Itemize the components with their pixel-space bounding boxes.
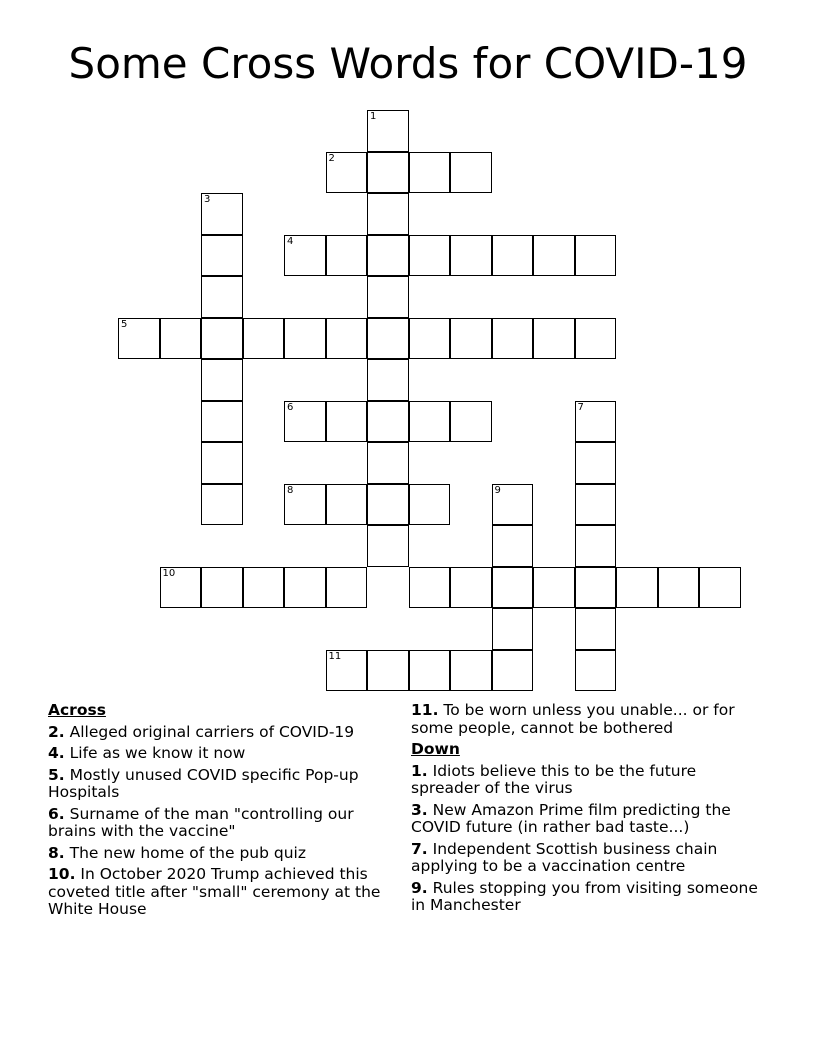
clue-text: Alleged original carriers of COVID-19	[69, 722, 355, 741]
grid-cell[interactable]	[326, 318, 368, 360]
grid-cell[interactable]	[450, 318, 492, 360]
clue-number: 2.	[48, 722, 65, 741]
grid-cell[interactable]	[616, 567, 658, 609]
grid-cell[interactable]	[201, 484, 243, 526]
clue-number: 10.	[48, 865, 76, 883]
clue-number: 3.	[411, 800, 428, 819]
grid-cell[interactable]	[575, 567, 617, 609]
cell-number: 5	[121, 318, 128, 330]
grid-cell[interactable]	[575, 442, 617, 484]
grid-cell[interactable]	[201, 442, 243, 484]
grid-cell[interactable]	[367, 525, 409, 567]
grid-cell[interactable]	[367, 359, 409, 401]
grid-cell[interactable]	[201, 235, 243, 277]
grid-cell[interactable]	[243, 318, 285, 360]
grid-cell[interactable]	[450, 650, 492, 692]
grid-cell[interactable]	[326, 650, 368, 692]
grid-cell[interactable]	[409, 235, 451, 277]
grid-cell[interactable]	[658, 567, 700, 609]
clue-number: 9.	[411, 878, 428, 897]
grid-cell[interactable]	[160, 567, 202, 609]
grid-cell[interactable]	[367, 318, 409, 360]
clues-column-left	[48, 702, 398, 923]
grid-cell[interactable]	[367, 152, 409, 194]
clue-across-8	[48, 845, 398, 863]
clue-text: Rules stopping you from visiting someone in Manchester	[411, 878, 758, 914]
clue-down-1	[411, 763, 761, 798]
clue-down-9	[411, 880, 761, 915]
grid-cell[interactable]	[409, 401, 451, 443]
grid-cell[interactable]	[201, 318, 243, 360]
cell-number: 11	[328, 650, 342, 662]
across-heading: Across	[48, 701, 106, 719]
clue-number: 5.	[48, 765, 65, 784]
grid-cell[interactable]	[367, 484, 409, 526]
clue-number: 8.	[48, 843, 65, 862]
grid-cell[interactable]	[492, 484, 534, 526]
cell-number: 2	[328, 152, 335, 164]
grid-cell[interactable]	[367, 235, 409, 277]
grid-cell[interactable]	[575, 484, 617, 526]
grid-cell[interactable]	[367, 401, 409, 443]
clue-number: 6.	[48, 804, 65, 823]
grid-cell[interactable]	[492, 567, 534, 609]
clue-number: 1.	[411, 761, 428, 780]
grid-cell[interactable]	[160, 318, 202, 360]
grid-cell[interactable]	[367, 110, 409, 152]
clue-text: Idiots believe this to be the future spreader of the virus	[411, 761, 697, 797]
grid-cell[interactable]	[575, 235, 617, 277]
clues-column-right	[411, 702, 761, 919]
grid-cell[interactable]	[284, 318, 326, 360]
grid-cell[interactable]	[409, 484, 451, 526]
grid-cell[interactable]	[326, 567, 368, 609]
grid-cell[interactable]	[367, 193, 409, 235]
grid-cell[interactable]	[575, 318, 617, 360]
cell-number: 8	[287, 484, 294, 496]
grid-cell[interactable]	[409, 318, 451, 360]
grid-cell[interactable]	[243, 567, 285, 609]
grid-cell[interactable]	[450, 567, 492, 609]
grid-cell[interactable]	[409, 152, 451, 194]
grid-cell[interactable]	[492, 525, 534, 567]
grid-cell[interactable]	[699, 567, 741, 609]
clue-text: In October 2020 Trump achieved this coveted title after "small" ceremony at the White House	[48, 865, 381, 918]
grid-cell[interactable]	[575, 650, 617, 692]
clue-text: The new home of the pub quiz	[69, 843, 306, 862]
grid-cell[interactable]	[201, 193, 243, 235]
grid-cell[interactable]	[533, 235, 575, 277]
grid-cell[interactable]	[450, 152, 492, 194]
grid-cell[interactable]	[326, 152, 368, 194]
grid-cell[interactable]	[492, 235, 534, 277]
puzzle-title: Some Cross Words for COVID-19	[68, 39, 748, 88]
clue-down-3	[411, 802, 761, 837]
grid-cell[interactable]	[367, 442, 409, 484]
clue-number: 11.	[411, 701, 439, 719]
grid-cell[interactable]	[533, 567, 575, 609]
grid-cell[interactable]	[409, 567, 451, 609]
grid-cell[interactable]	[201, 359, 243, 401]
down-heading: Down	[411, 740, 460, 758]
clue-across-6	[48, 806, 398, 841]
grid-cell[interactable]	[326, 401, 368, 443]
cell-number: 10	[162, 567, 176, 579]
clue-across-5	[48, 767, 398, 802]
grid-cell[interactable]	[450, 401, 492, 443]
grid-cell[interactable]	[201, 401, 243, 443]
clue-down-7	[411, 841, 761, 876]
grid-cell[interactable]	[284, 401, 326, 443]
clue-number: 4.	[48, 744, 65, 762]
clue-text: Surname of the man "controlling our brains with the vaccine"	[48, 804, 354, 840]
clue-across-11	[411, 702, 761, 737]
grid-cell[interactable]	[367, 650, 409, 692]
grid-cell[interactable]	[284, 567, 326, 609]
grid-cell[interactable]	[450, 235, 492, 277]
grid-cell[interactable]	[201, 276, 243, 318]
grid-cell[interactable]	[492, 608, 534, 650]
cell-number: 7	[577, 401, 584, 413]
grid-cell[interactable]	[118, 318, 160, 360]
cell-number: 1	[370, 111, 377, 122]
clue-text: Independent Scottish business chain applying to be a vaccination centre	[411, 839, 718, 875]
grid-cell[interactable]	[492, 650, 534, 692]
cell-number: 4	[287, 235, 294, 247]
grid-cell[interactable]	[492, 318, 534, 360]
grid-cell[interactable]	[575, 525, 617, 567]
grid-cell[interactable]	[575, 608, 617, 650]
grid-cell[interactable]	[201, 567, 243, 609]
cell-number: 9	[494, 484, 501, 496]
clue-text: New Amazon Prime film predicting the COVID future (in rather bad taste...)	[411, 800, 731, 836]
clue-across-10	[48, 866, 398, 919]
clue-text: Mostly unused COVID specific Pop-up Hospitals	[48, 765, 359, 801]
cell-number: 6	[287, 401, 294, 413]
grid-cell[interactable]	[367, 276, 409, 318]
clue-text: To be worn unless you unable... or for some people, cannot be bothered	[411, 701, 735, 737]
clue-text: Life as we know it now	[69, 744, 246, 762]
grid-cell[interactable]	[284, 484, 326, 526]
grid-cell[interactable]	[326, 484, 368, 526]
clue-across-2	[48, 724, 398, 742]
grid-cell[interactable]	[284, 235, 326, 277]
clue-across-4	[48, 745, 398, 763]
grid-cell[interactable]	[409, 650, 451, 692]
grid-cell[interactable]	[326, 235, 368, 277]
grid-cell[interactable]	[533, 318, 575, 360]
grid-cell[interactable]	[575, 401, 617, 443]
clue-number: 7.	[411, 839, 428, 858]
cell-number: 3	[204, 194, 211, 205]
